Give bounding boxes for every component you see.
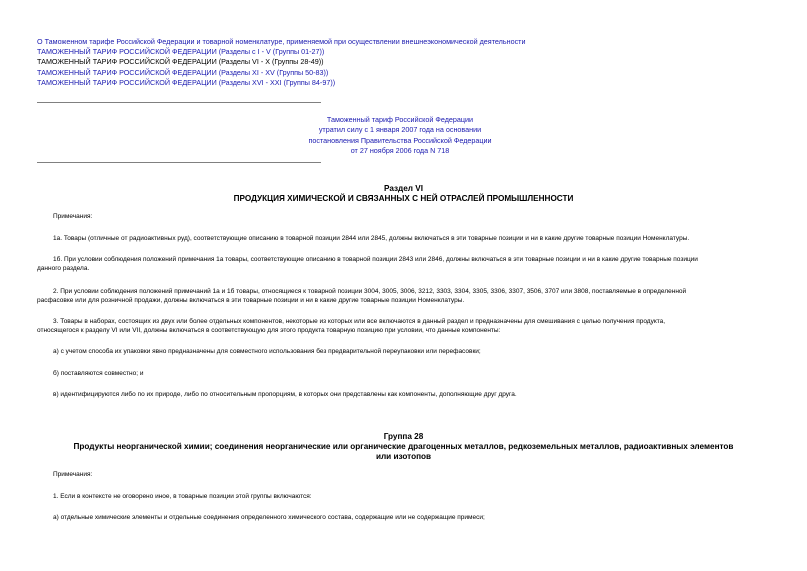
section-note-1a: 1а. Товары (отличные от радиоактивных руд), соответствующие описанию в товарной позиции 2844 или 2845, должны включаться в эти товарные позиции и ни в какие другие товарные позиции Номенклатуры.	[53, 235, 690, 242]
related-documents-list	[37, 37, 525, 88]
section-notes-label: Примечания:	[53, 213, 93, 220]
repeal-notice	[300, 115, 500, 156]
section-note-1b-line1: 1б. При условии соблюдения положений примечания 1а товары, соответствующие описанию в товарной позиции 2843 или 2846, должны включаться в эти товарные позиции и ни в какие другие товарные позиции	[53, 256, 698, 263]
group-note-1-item-a: а) отдельные химические элементы и отдельные соединения определенного химического состава, содержащие или не содержащие примеси;	[53, 514, 485, 521]
notice-line-2: утратил силу с 1 января 2007 года на основании	[318, 125, 482, 135]
section-note-2-line1: 2. При условии соблюдения положений примечаний 1а и 1б товары, относящиеся к товарной позиции 3004, 3005, 3006, 3212, 3303, 3304, 3305, 3306, 3307, 3506, 3707 или 3808, поставляемые в определенной	[53, 288, 687, 295]
divider-bottom	[37, 162, 321, 163]
section-note-1b-line2: данного раздела.	[37, 265, 90, 272]
notice-decree-link[interactable]: постановления Правительства Российской Федерации	[308, 135, 492, 145]
group-notes-label: Примечания:	[53, 471, 93, 478]
current-document-sections-6-10: ТАМОЖЕННЫЙ ТАРИФ РОССИЙСКОЙ ФЕДЕРАЦИИ (Разделы VI - X (Группы 28-49))	[37, 57, 324, 67]
section-note-3-line1: 3. Товары в наборах, состоящих из двух или более отдельных компонентов, некоторые из которых или все включаются в данный раздел и предназначены для смешивания с целью получения продукта,	[53, 318, 666, 325]
related-link-sections-11-15[interactable]: ТАМОЖЕННЫЙ ТАРИФ РОССИЙСКОЙ ФЕДЕРАЦИИ (Разделы XI - XV (Группы 50-83))	[37, 67, 329, 77]
group-note-1: 1. Если в контексте не оговорено иное, в товарные позиции этой группы включаются:	[53, 493, 312, 500]
section-title: Раздел VI	[383, 184, 424, 193]
related-link-sections-1-5[interactable]: ТАМОЖЕННЫЙ ТАРИФ РОССИЙСКОЙ ФЕДЕРАЦИИ (Разделы с I - V (Группы 01-27))	[37, 47, 325, 57]
group-subtitle-line2: или изотопов	[375, 452, 432, 461]
related-link-tariff-decree[interactable]: О Таможенном тарифе Российской Федерации и товарной номенклатуре, применяемой при осуществлении внешнеэкономической деятельности	[37, 37, 526, 46]
related-link-sections-16-21[interactable]: ТАМОЖЕННЫЙ ТАРИФ РОССИЙСКОЙ ФЕДЕРАЦИИ (Разделы XVI - XXI (Группы 84-97))	[37, 77, 336, 87]
group-subtitle-line1: Продукты неорганической химии; соединения неорганические или органические драгоценных металлов, редкоземельных металлов, радиоактивных элементов	[73, 442, 734, 451]
divider-top	[37, 102, 321, 103]
notice-line-4: от 27 ноября 2006 года N 718	[350, 145, 450, 155]
group-title: Группа 28	[383, 432, 424, 441]
notice-line-1: Таможенный тариф Российской Федерации	[326, 115, 474, 124]
section-note-2-line2: расфасовке или для розничной продажи, должны включаться в эти товарные позиции и ни в какие другие товарные позиции Номенклатуры.	[37, 297, 465, 304]
section-note-3-line2: относящегося к разделу VI или VII, должны включаться в соответствующую для этого продукта товарную позицию при условии, что данные компоненты:	[37, 327, 501, 334]
section-subtitle: ПРОДУКЦИЯ ХИМИЧЕСКОЙ И СВЯЗАННЫХ С НЕЙ ОТРАСЛЕЙ ПРОМЫШЛЕННОСТИ	[233, 194, 574, 203]
section-note-3-item-a: а) с учетом способа их упаковки явно предназначены для совместного использования без предварительной переупаковки или перефасовки;	[53, 348, 481, 355]
section-note-3-item-b: б) поставляются совместно; и	[53, 370, 144, 377]
section-note-3-item-c: в) идентифицируются либо по их природе, либо по относительным пропорциям, в которых они представлены как компоненты, дополняющие друг друга.	[53, 391, 517, 398]
